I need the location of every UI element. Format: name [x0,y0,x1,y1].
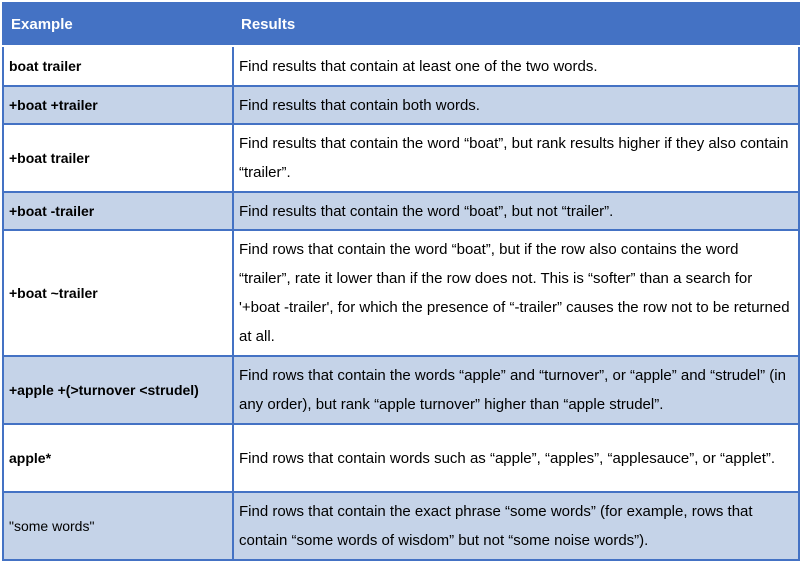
table-row [3,492,799,560]
example-cell: "some words" [3,492,233,560]
example-cell: +boat -trailer [3,192,233,230]
result-cell: Find results that contain at least one of the two words. [233,46,799,86]
result-cell: Find results that contain the word “boat”, but not “trailer”. [233,192,799,230]
table-row [3,192,799,230]
table-row [3,124,799,192]
result-cell: Find rows that contain the words “apple” and “turnover”, or “apple” and “strudel” (in any order), but rank “apple turnover” higher than “apple strudel”. [233,356,799,424]
result-cell: Find rows that contain the exact phrase “some words” (for example, rows that contain “some words of wisdom” but not “some noise words”). [233,492,799,560]
result-cell: Find results that contain both words. [233,86,799,124]
example-cell: +apple +(>turnover <strudel) [3,356,233,424]
column-header-results: Results [233,3,799,46]
table-row [3,356,799,424]
example-cell: +boat trailer [3,124,233,192]
table-row [3,46,799,86]
table-row [3,86,799,124]
example-cell: +boat +trailer [3,86,233,124]
table-row [3,424,799,492]
result-cell: Find rows that contain words such as “apple”, “apples”, “applesauce”, or “applet”. [233,424,799,492]
table-header-row [3,3,799,46]
result-cell: Find results that contain the word “boat”, but rank results higher if they also contain “trailer”. [233,124,799,192]
column-header-example: Example [3,3,233,46]
example-cell: +boat ~trailer [3,230,233,356]
search-syntax-table [2,2,800,561]
example-cell: apple* [3,424,233,492]
example-cell: boat trailer [3,46,233,86]
table-row [3,230,799,356]
result-cell: Find rows that contain the word “boat”, but if the row also contains the word “trailer”, rate it lower than if the row does not. This is “softer” than a search for '+boat -trailer', for which the presence of “-trailer” causes the row not to be returned at all. [233,230,799,356]
